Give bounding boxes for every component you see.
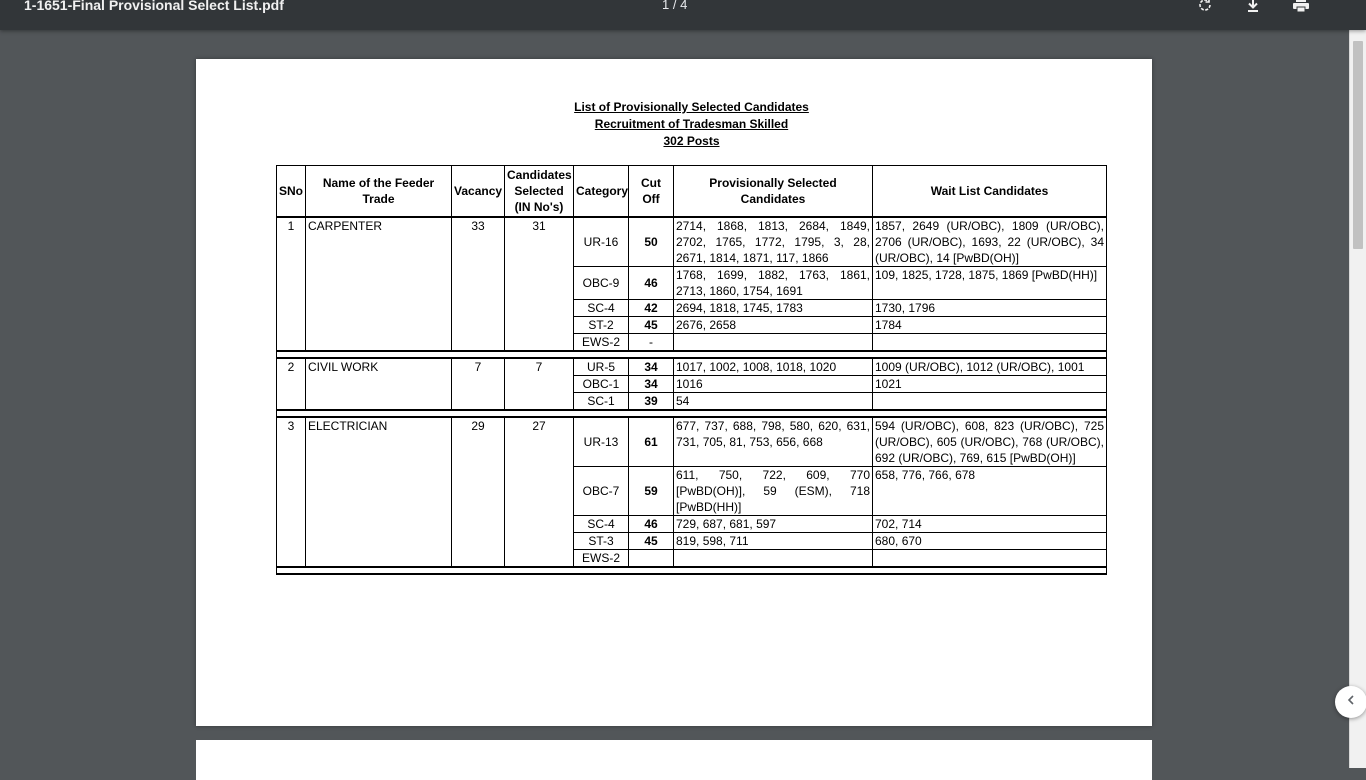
cutoff-cell [629, 550, 674, 568]
cutoff-cell: 50 [629, 217, 674, 267]
waitlist-cell [873, 393, 1107, 411]
provisional-cell: 54 [674, 393, 873, 411]
provisional-cell: 1768, 1699, 1882, 1763, 1861, 2713, 1860, 1754, 1691 [674, 267, 873, 300]
document-title: 1-1651-Final Provisional Select List.pdf [24, 0, 284, 13]
header-waitlist: Wait List Candidates [873, 166, 1107, 218]
category-cell: UR-16 [574, 217, 629, 267]
heading-list-title: List of Provisionally Selected Candidates [574, 100, 809, 114]
pdf-toolbar [0, 0, 1366, 30]
rotate-icon[interactable] [1195, 0, 1215, 14]
table-body [277, 217, 1107, 574]
waitlist-cell: 702, 714 [873, 516, 1107, 533]
trade-name-cell: CARPENTER [306, 217, 452, 351]
category-cell: UR-5 [574, 358, 629, 376]
header-selected: Candidates Selected (IN No's) [505, 166, 574, 218]
provisional-cell: 2694, 1818, 1745, 1783 [674, 300, 873, 317]
provisional-cell: 611, 750, 722, 609, 770 [PwBD(OH)], 59 (ESM), 718 [PwBD(HH)] [674, 467, 873, 516]
table-row [277, 217, 1107, 267]
pdf-page-2 [196, 740, 1152, 780]
waitlist-cell: 1021 [873, 376, 1107, 393]
provisional-cell [674, 334, 873, 352]
document-heading [196, 99, 1187, 150]
waitlist-cell: 1730, 1796 [873, 300, 1107, 317]
category-cell: EWS-2 [574, 334, 629, 352]
download-icon[interactable] [1243, 0, 1263, 14]
table-header-row [277, 166, 1107, 218]
category-cell: ST-2 [574, 317, 629, 334]
waitlist-cell: 594 (UR/OBC), 608, 823 (UR/OBC), 725 (UR/OBC), 605 (UR/OBC), 768 (UR/OBC), 692 (UR/OBC), 769, 615 [PwBD(OH)] [873, 417, 1107, 467]
selected-cell: 7 [505, 358, 574, 410]
header-provisional: Provisionally Selected Candidates [674, 166, 873, 218]
vertical-scrollbar[interactable] [1349, 30, 1366, 768]
header-cutoff: Cut Off [629, 166, 674, 218]
cutoff-cell: - [629, 334, 674, 352]
category-cell: EWS-2 [574, 550, 629, 568]
provisional-cell [674, 550, 873, 568]
provisional-cell: 2714, 1868, 1813, 2684, 1849, 2702, 1765, 1772, 1795, 3, 28, 2671, 1814, 1871, 117, 1866 [674, 217, 873, 267]
cutoff-cell: 34 [629, 376, 674, 393]
cutoff-cell: 45 [629, 533, 674, 550]
waitlist-cell: 109, 1825, 1728, 1875, 1869 [PwBD(HH)] [873, 267, 1107, 300]
header-vacancy: Vacancy [452, 166, 505, 218]
provisional-cell: 729, 687, 681, 597 [674, 516, 873, 533]
cutoff-cell: 42 [629, 300, 674, 317]
cutoff-cell: 34 [629, 358, 674, 376]
cutoff-cell: 39 [629, 393, 674, 411]
vacancy-cell: 33 [452, 217, 505, 351]
cutoff-cell: 46 [629, 516, 674, 533]
vacancy-cell: 29 [452, 417, 505, 567]
waitlist-cell: 1009 (UR/OBC), 1012 (UR/OBC), 1001 [873, 358, 1107, 376]
sno-cell: 3 [277, 417, 306, 567]
waitlist-cell: 658, 776, 766, 678 [873, 467, 1107, 516]
waitlist-cell [873, 334, 1107, 352]
selection-table [276, 165, 1107, 575]
category-cell: OBC-7 [574, 467, 629, 516]
provisional-cell: 819, 598, 711 [674, 533, 873, 550]
heading-posts: 302 Posts [663, 134, 720, 148]
waitlist-cell: 680, 670 [873, 533, 1107, 550]
category-cell: SC-4 [574, 300, 629, 317]
fit-to-page-button[interactable] [1335, 686, 1366, 718]
cutoff-cell: 45 [629, 317, 674, 334]
category-cell: SC-1 [574, 393, 629, 411]
vacancy-cell: 7 [452, 358, 505, 410]
category-cell: ST-3 [574, 533, 629, 550]
provisional-cell: 1017, 1002, 1008, 1018, 1020 [674, 358, 873, 376]
group-separator [277, 567, 1107, 574]
cutoff-cell: 59 [629, 467, 674, 516]
provisional-cell: 2676, 2658 [674, 317, 873, 334]
category-cell: UR-13 [574, 417, 629, 467]
page-indicator[interactable]: 1 / 4 [662, 0, 688, 12]
category-cell: SC-4 [574, 516, 629, 533]
trade-name-cell: ELECTRICIAN [306, 417, 452, 567]
group-separator [277, 410, 1107, 417]
waitlist-cell: 1857, 2649 (UR/OBC), 1809 (UR/OBC), 2706 (UR/OBC), 1693, 22 (UR/OBC), 34 (UR/OBC), 14 [PwBD(OH)] [873, 217, 1107, 267]
provisional-cell: 1016 [674, 376, 873, 393]
waitlist-cell: 1784 [873, 317, 1107, 334]
selected-cell: 31 [505, 217, 574, 351]
header-trade: Name of the Feeder Trade [306, 166, 452, 218]
sno-cell: 1 [277, 217, 306, 351]
scrollbar-thumb[interactable] [1353, 41, 1363, 249]
category-cell: OBC-9 [574, 267, 629, 300]
cutoff-cell: 46 [629, 267, 674, 300]
selected-cell: 27 [505, 417, 574, 567]
table-row [277, 358, 1107, 376]
provisional-cell: 677, 737, 688, 798, 580, 620, 631, 731, 705, 81, 753, 656, 668 [674, 417, 873, 467]
header-sno: SNo [277, 166, 306, 218]
table-row [277, 417, 1107, 467]
header-category: Category [574, 166, 629, 218]
waitlist-cell [873, 550, 1107, 568]
cutoff-cell: 61 [629, 417, 674, 467]
sno-cell: 2 [277, 358, 306, 410]
category-cell: OBC-1 [574, 376, 629, 393]
heading-recruitment: Recruitment of Tradesman Skilled [594, 117, 789, 131]
chevron-left-icon [1345, 693, 1357, 711]
trade-name-cell: CIVIL WORK [306, 358, 452, 410]
pdf-page-1 [196, 59, 1152, 726]
print-icon[interactable] [1291, 0, 1311, 14]
group-separator [277, 351, 1107, 358]
